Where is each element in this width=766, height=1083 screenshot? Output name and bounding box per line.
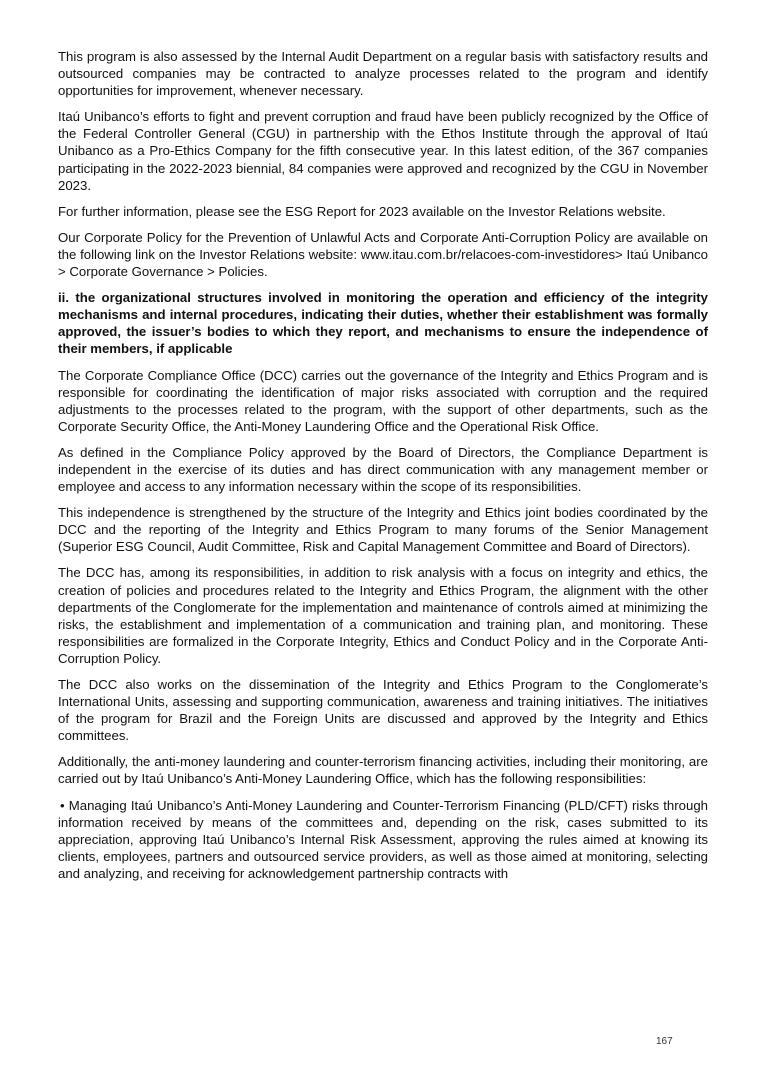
paragraph-compliance-independence: As defined in the Compliance Policy approved by the Board of Directors, the Compliance Department is independent in the exercise of its duties and has direct communication with any management member or employee and access to any information necessary within the scope of its responsibilities. (58, 444, 708, 495)
paragraph-anti-money-laundering: Additionally, the anti-money laundering and counter-terrorism financing activities, including their monitoring, are carried out by Itaú Unibanco’s Anti-Money Laundering Office, which has the following responsibilities: (58, 754, 708, 787)
paragraph-pro-ethics-recognition: Itaú Unibanco’s efforts to fight and prevent corruption and fraud have been publicly recognized by the Office of the Federal Controller General (CGU) in partnership with the Ethos Institute through the approval of Itaú Unibanco as a Pro-Ethics Company for the fifth consecutive year. In this latest edition, of the 367 companies participating in the 2022-2023 biennial, 84 companies were approved and recognized by the CGU in November 2023. (58, 109, 708, 193)
paragraph-independence-strengthened: This independence is strengthened by the structure of the Integrity and Ethics joint bodies coordinated by the DCC and the reporting of the Integrity and Ethics Program to many forums of the Senior Management (Superior ESG Council, Audit Committee, Risk and Capital Management Committee and Board of Directors). (58, 505, 708, 555)
section-heading-organizational-structures: ii. the organizational structures involved in monitoring the operation and efficiency of the integrity mechanisms and internal procedures, indicating their duties, whether their establishment was formally approved, the issuer’s bodies to which they report, and mechanisms to ensure the independence of their members, if applicable (58, 290, 708, 357)
page-number: 167 (656, 1036, 673, 1047)
paragraph-dcc-responsibilities: The DCC has, among its responsibilities, in addition to risk analysis with a focus on integrity and ethics, the creation of policies and procedures related to the Integrity and Ethics Program, the alignment with the other departments of the Conglomerate for the implementation and maintenance of controls aimed at minimizing the risks, the establishment and implementation of a communication and training plan, and monitoring. These responsibilities are formalized in the Corporate Integrity, Ethics and Conduct Policy and in the Corporate Anti-Corruption Policy. (58, 565, 708, 666)
document-page (58, 48, 708, 891)
paragraph-dcc-governance: The Corporate Compliance Office (DCC) carries out the governance of the Integrity and Ethics Program and is responsible for coordinating the identification of major risks associated with corruption and the required adjustments to the processes related to the program, with the support of other departments, such as the Corporate Security Office, the Anti-Money Laundering Office and the Operational Risk Office. (58, 367, 708, 434)
bullet-item-pld-cft (58, 797, 708, 882)
paragraph-esg-report: For further information, please see the ESG Report for 2023 available on the Investor Relations website. (58, 203, 666, 219)
paragraph-internal-audit: This program is also assessed by the Internal Audit Department on a regular basis with satisfactory results and outsourced companies may be contracted to analyze processes related to the program and identify opportunities for improvement, whenever necessary. (58, 49, 708, 99)
paragraph-policy-links: Our Corporate Policy for the Prevention of Unlawful Acts and Corporate Anti-Corruption Policy are available on the following link on the Investor Relations website: www.itau.com.br/relacoes-com-investidores> Itaú Unibanco > Corporate Governance > Policies. (58, 229, 708, 280)
paragraph-international-units: The DCC also works on the dissemination of the Integrity and Ethics Program to the Conglomerate’s International Units, assessing and supporting communication, awareness and training initiatives. The initiatives of the program for Brazil and the Foreign Units are discussed and approved by the Integrity and Ethics committees. (58, 677, 708, 744)
bullet-item-text: Managing Itaú Unibanco’s Anti-Money Laundering and Counter-Terrorism Financing (PLD/CFT) risks through information received by means of the committees and, depending on the risk, cases submitted to its appreciation, approving Itaú Unibanco’s Internal Risk Assessment, approving the rules aimed at knowing its clients, employees, partners and outsourced service providers, as well as those aimed at monitoring, selecting and analyzing, and receiving for acknowledgement partnership contracts with (58, 797, 708, 881)
bullet-icon: • (60, 797, 65, 813)
